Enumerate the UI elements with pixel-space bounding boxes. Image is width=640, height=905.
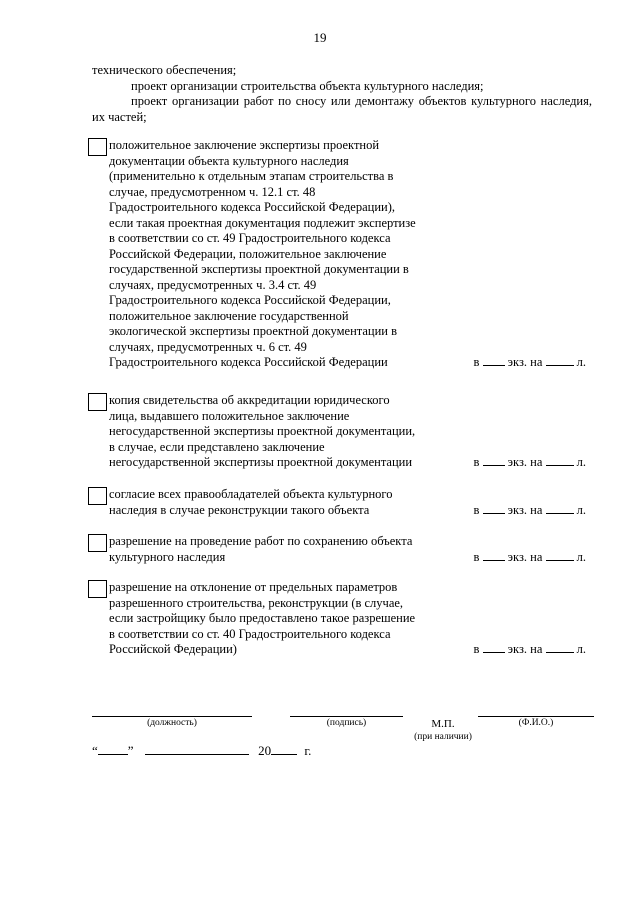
copies-count-row: в экз. на л. xyxy=(473,549,586,564)
document-item-text: разрешение на проведение работ по сохранению объекта культурного наследия xyxy=(109,534,413,564)
day-field[interactable] xyxy=(98,743,128,755)
copies-count-field[interactable] xyxy=(483,549,505,561)
intro-line: технического обеспечения; xyxy=(92,63,237,77)
copies-count-row: в экз. на л. xyxy=(473,642,586,656)
document-item-text: копия свидетельства об аккредитации юридического лица, выдавшего положительное заключение негосударственной экспертизы проектной документации, в случае, если представлено заключение негосударственной экспертизы проектной документации xyxy=(109,393,416,469)
document-checkbox[interactable] xyxy=(88,534,107,552)
document-item-deviation-permit xyxy=(88,580,598,658)
page-number: 19 xyxy=(313,30,327,45)
copies-count-field[interactable] xyxy=(483,641,505,653)
full-name-signature-line[interactable] xyxy=(478,716,594,717)
intro-text xyxy=(92,63,592,125)
document-item-text: положительное заключение экспертизы проектной документации объекта культурного наследия (применительно к отдельным этапам строительства в случае, предусмотренном ч. 12.1 ст. 48 Градостроительного кодекса Российской Федерации), если такая проектная документация подлежит экспертизе в соответствии со ст. 49 Градостроительного кодекса Российской Федерации, положительное заключение государственной экспертизы проектной документации в случаях, предусмотренных ч. 3.4 ст. 49 Градостроительного кодекса Российской Федерации, положительное заключение государственной экологической экспертизы проектной документации в случаях, предусмотренных ч. 6 ст. 49 Градостроительного кодекса Российской Федерации xyxy=(109,138,416,369)
document-checkbox[interactable] xyxy=(88,393,107,411)
copies-count-field[interactable] xyxy=(483,502,505,514)
stamp-note: (при наличии) xyxy=(414,732,472,742)
year-field[interactable] xyxy=(271,743,297,755)
document-item-text: разрешение на отклонение от предельных параметров разрешенного строительства, реконструкции (в случае, если застройщику было предоставлено такое разрешение в соответствии со ст. 40 Градостроительного кодекса Российской Федерации) xyxy=(109,580,416,656)
document-item-expert-conclusion xyxy=(88,138,598,371)
month-field[interactable] xyxy=(145,743,249,755)
sheets-count-field[interactable] xyxy=(546,454,574,466)
full-name-caption: (Ф.И.О.) xyxy=(518,718,554,728)
copies-count-row: в экз. на л. xyxy=(473,502,586,517)
document-checkbox[interactable] xyxy=(88,580,107,598)
position-signature-line[interactable] xyxy=(92,716,252,717)
date-row: “ ” 20 г. xyxy=(92,743,312,758)
signature-caption: (подпись) xyxy=(326,718,367,728)
document-checkbox[interactable] xyxy=(88,138,107,156)
copies-count-row: в экз. на л. xyxy=(473,355,586,369)
sheets-count-field[interactable] xyxy=(546,549,574,561)
sheets-count-field[interactable] xyxy=(546,354,574,366)
copies-count-row: в экз. на л. xyxy=(473,455,586,469)
copies-count-field[interactable] xyxy=(483,454,505,466)
sheets-count-field[interactable] xyxy=(546,641,574,653)
document-item-text: согласие всех правообладателей объекта культурного наследия в случае реконструкции такого объекта xyxy=(109,487,393,517)
intro-line: проект организации работ по сносу или демонтажу объектов культурного наследия, их частей; xyxy=(92,94,592,124)
intro-line: проект организации строительства объекта культурного наследия; xyxy=(131,78,484,93)
document-item-accreditation-copy xyxy=(88,393,598,471)
stamp-label: М.П. xyxy=(431,718,455,730)
position-caption: (должность) xyxy=(147,718,197,728)
copies-count-field[interactable] xyxy=(483,354,505,366)
signature-line[interactable] xyxy=(290,716,403,717)
document-item-owners-consent xyxy=(88,487,598,518)
sheets-count-field[interactable] xyxy=(546,502,574,514)
document-item-preservation-permit xyxy=(88,534,598,565)
document-checkbox[interactable] xyxy=(88,487,107,505)
